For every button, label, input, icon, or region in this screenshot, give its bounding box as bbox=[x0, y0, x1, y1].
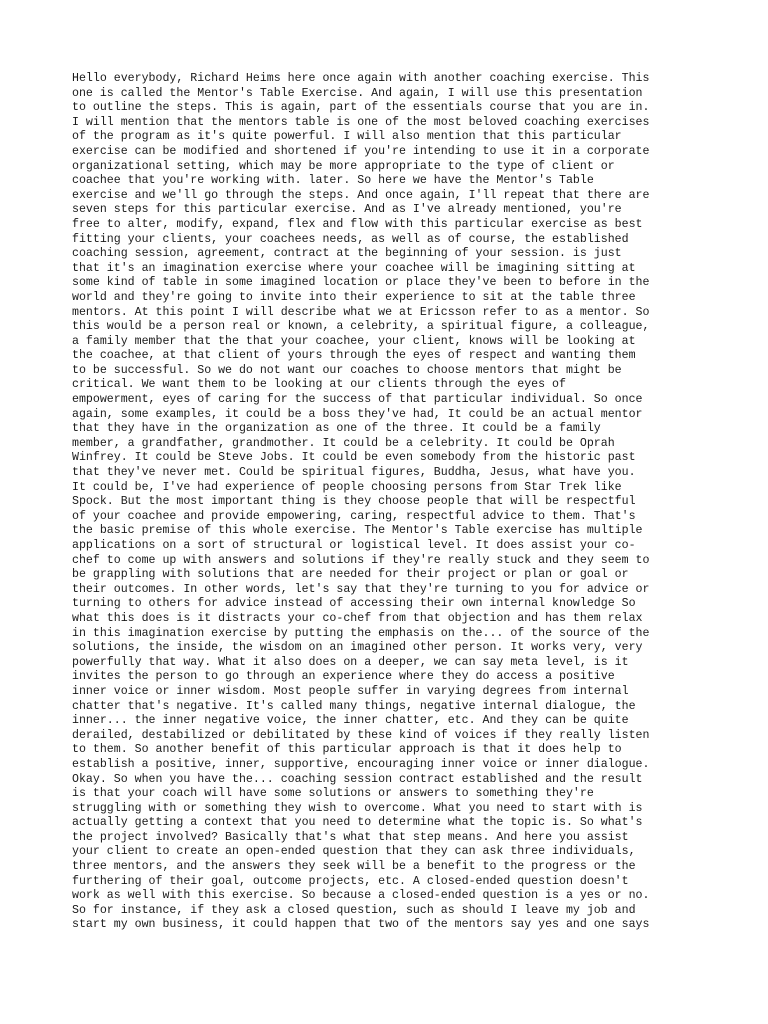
text-line: their outcomes. In other words, let's say that they're turning to you for advice or bbox=[72, 582, 650, 596]
text-line: exercise and we'll go through the steps. And once again, I'll repeat that there are bbox=[72, 188, 650, 202]
text-line: struggling with or something they wish to overcome. What you need to start with is bbox=[72, 801, 643, 815]
text-line: to be successful. So we do not want our coaches to choose mentors that might be bbox=[72, 363, 622, 377]
text-line: I will mention that the mentors table is one of the most beloved coaching exercises bbox=[72, 115, 650, 129]
text-line: derailed, destabilized or debilitated by these kind of voices if they really listen bbox=[72, 728, 650, 742]
text-line: solutions, the inside, the wisdom on an imagined other person. It works very, very bbox=[72, 641, 643, 655]
text-line: furthering of their goal, outcome projects, etc. A closed-ended question doesn't bbox=[72, 874, 629, 888]
text-line: a family member that the that your coachee, your client, knows will be looking at bbox=[72, 334, 636, 348]
text-line: that they have in the organization as one of the three. It could be a family bbox=[72, 422, 601, 436]
text-line: It could be, I've had experience of people choosing persons from Star Trek like bbox=[72, 480, 622, 494]
text-line: some kind of table in some imagined location or place they've been to before in the bbox=[72, 276, 650, 290]
text-line: applications on a sort of structural or logistical level. It does assist your co- bbox=[72, 539, 636, 552]
text-line: establish a positive, inner, supportive, encouraging inner voice or inner dialogue. bbox=[72, 757, 650, 771]
text-line: empowerment, eyes of caring for the success of that particular individual. So once bbox=[72, 393, 643, 407]
text-line: be grappling with solutions that are needed for their project or plan or goal or bbox=[72, 568, 629, 582]
text-line: member, a grandfather, grandmother. It could be a celebrity. It could be Oprah bbox=[72, 436, 615, 450]
text-line: fitting your clients, your coachees needs, as well as of course, the established bbox=[72, 232, 629, 246]
document-page bbox=[72, 72, 712, 933]
text-line: critical. We want them to be looking at our clients through the eyes of bbox=[72, 378, 566, 392]
text-line: your client to create an open-ended question that they can ask three individuals, bbox=[72, 845, 636, 859]
text-line: coachee that you're working with. later. So here we have the Mentor's Table bbox=[72, 174, 594, 188]
text-line: Okay. So when you have the... coaching session contract established and the result bbox=[72, 772, 643, 786]
text-line: organizational setting, which may be more appropriate to the type of client or bbox=[72, 159, 615, 173]
text-line: free to alter, modify, expand, flex and flow with this particular exercise as best bbox=[72, 217, 643, 231]
text-line: chatter that's negative. It's called many things, negative internal dialogue, the bbox=[72, 699, 636, 713]
text-line: that they've never met. Could be spiritual figures, Buddha, Jesus, what have you. bbox=[72, 466, 636, 480]
text-line: coaching session, agreement, contract at the beginning of your session. is just bbox=[72, 247, 622, 261]
text-line: start my own business, it could happen that two of the mentors say yes and one says bbox=[72, 918, 650, 932]
text-line: the coachee, at that client of yours through the eyes of respect and wanting them bbox=[72, 349, 636, 363]
text-line: of the program as it's quite powerful. I will also mention that this particular bbox=[72, 130, 622, 144]
text-line: Hello everybody, Richard Heims here once again with another coaching exercise. This bbox=[72, 72, 650, 85]
text-line: inner voice or inner wisdom. Most people suffer in varying degrees from internal bbox=[72, 684, 629, 698]
text-line: this would be a person real or known, a celebrity, a spiritual figure, a colleague, bbox=[72, 320, 650, 334]
text-line: work as well with this exercise. So because a closed-ended question is a yes or no. bbox=[72, 889, 650, 903]
text-line: So for instance, if they ask a closed question, such as should I leave my job and bbox=[72, 903, 636, 917]
text-line: the basic premise of this whole exercise. The Mentor's Table exercise has multiple bbox=[72, 524, 643, 538]
text-line: three mentors, and the answers they seek will be a benefit to the progress or the bbox=[72, 860, 636, 874]
text-line: the project involved? Basically that's what that step means. And here you assist bbox=[72, 830, 629, 844]
text-line: again, some examples, it could be a boss they've had, It could be an actual mentor bbox=[72, 407, 643, 421]
text-line: what this does is it distracts your co-chef from that objection and has them relax bbox=[72, 611, 643, 625]
text-line: inner... the inner negative voice, the inner chatter, etc. And they can be quite bbox=[72, 714, 629, 728]
text-line: one is called the Mentor's Table Exercise. And again, I will use this presentation bbox=[72, 86, 643, 100]
text-line: is that your coach will have some solutions or answers to something they're bbox=[72, 787, 594, 801]
text-line: world and they're going to invite into their experience to sit at the table three bbox=[72, 290, 636, 304]
text-line: of your coachee and provide empowering, caring, respectful advice to them. That's bbox=[72, 509, 636, 523]
text-line: in this imagination exercise by putting the emphasis on the... of the source of the bbox=[72, 626, 650, 640]
text-line: turning to others for advice instead of accessing their own internal knowledge So bbox=[72, 597, 636, 611]
text-line: that it's an imagination exercise where your coachee will be imagining sitting at bbox=[72, 261, 636, 275]
text-line: Winfrey. It could be Steve Jobs. It could be even somebody from the historic past bbox=[72, 451, 636, 465]
text-line: seven steps for this particular exercise. And as I've already mentioned, you're bbox=[72, 203, 622, 217]
text-line: to outline the steps. This is again, part of the essentials course that you are in. bbox=[72, 101, 650, 115]
text-line: Spock. But the most important thing is they choose people that will be respectful bbox=[72, 495, 636, 509]
text-line: to them. So another benefit of this particular approach is that it does help to bbox=[72, 743, 622, 757]
text-line: chef to come up with answers and solutions if they're really stuck and they seem to bbox=[72, 553, 650, 567]
text-line: actually getting a context that you need to determine what the topic is. So what's bbox=[72, 816, 643, 830]
text-line: powerfully that way. What it also does on a deeper, we can say meta level, is it bbox=[72, 655, 629, 669]
text-line: exercise can be modified and shortened if you're intending to use it in a corporate bbox=[72, 144, 650, 158]
text-line: mentors. At this point I will describe what we at Ericsson refer to as a mentor. So bbox=[72, 305, 650, 319]
text-line: invites the person to go through an experience where they do access a positive bbox=[72, 670, 615, 684]
